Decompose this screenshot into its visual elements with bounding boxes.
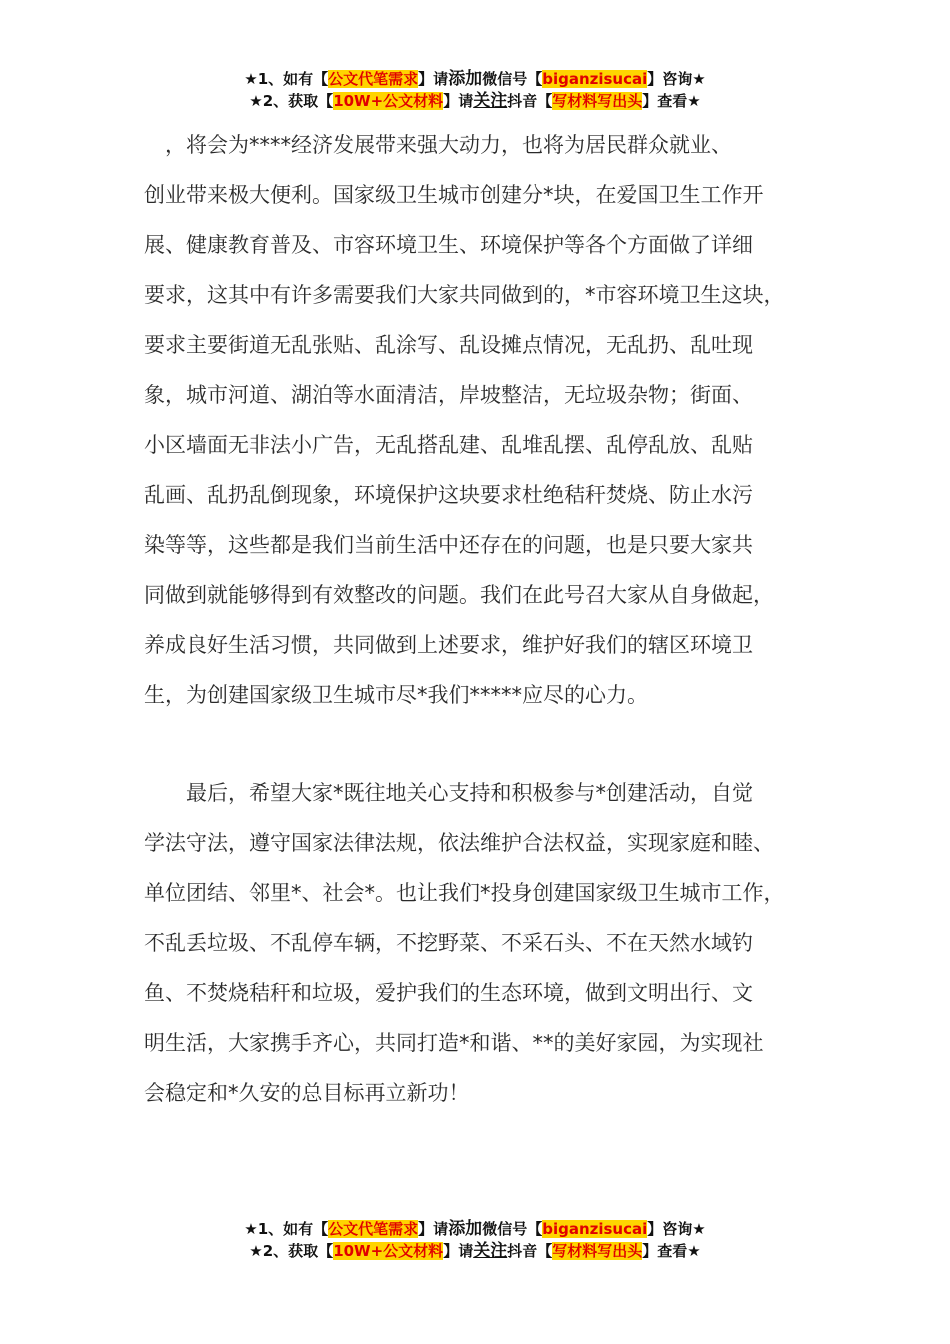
paragraph-line: 会稳定和*久安的总目标再立新功！ [144, 1081, 470, 1105]
paragraph-line: 生，为创建国家级卫生城市尽*我们*****应尽的心力。 [144, 683, 648, 707]
banner-text: 】咨询★ [647, 1220, 706, 1238]
banner-line-1 [0, 68, 950, 90]
banner-line-1 [0, 1218, 950, 1240]
footer-banner [0, 1218, 950, 1262]
paragraph-line: 要求，这其中有许多需要我们大家共同做到的，*市容环境卫生这块， [144, 283, 785, 307]
banner-text: 】请 [418, 70, 449, 88]
paragraph-line: 明生活，大家携手齐心，共同打造*和谐、**的美好家园，为实现社 [144, 1031, 764, 1055]
body-paragraph-1 [144, 120, 834, 720]
banner-highlight: 公文代笔需求 [328, 70, 419, 88]
banner-text: ★2、获取【 [249, 1242, 334, 1260]
banner-text: 抖音【 [507, 92, 553, 110]
banner-highlight: 公文代笔需求 [328, 1220, 419, 1238]
paragraph-line: 小区墙面无非法小广告，无乱搭乱建、乱堆乱摆、乱停乱放、乱贴 [144, 433, 753, 457]
paragraph-line: 创业带来极大便利。国家级卫生城市创建分*块，在爱国卫生工作开 [144, 183, 764, 207]
banner-text: 】请 [418, 1220, 449, 1238]
banner-highlight: 10W+公文材料 [333, 1242, 444, 1260]
banner-text: 】请 [443, 1242, 474, 1260]
paragraph-line: 单位团结、邻里*、社会*。也让我们*投身创建国家级卫生城市工作， [144, 881, 785, 905]
paragraph-line: ，将会为****经济发展带来强大动力，也将为居民群众就业、 [144, 133, 732, 157]
banner-emphasis: 添加 [448, 1219, 483, 1239]
paragraph-line: 同做到就能够得到有效整改的问题。我们在此号召大家从自身做起， [144, 583, 774, 607]
banner-text: 】查看★ [642, 1242, 701, 1260]
banner-text: 】咨询★ [647, 70, 706, 88]
banner-text: 微信号【 [482, 70, 543, 88]
paragraph-line: 染等等，这些都是我们当前生活中还存在的问题，也是只要大家共 [144, 533, 753, 557]
banner-emphasis: 添加 [448, 69, 483, 89]
banner-highlight-wechat-id: biganzisucai [542, 1220, 648, 1238]
paragraph-line: 象，城市河道、湖泊等水面清洁，岸坡整洁，无垃圾杂物；街面、 [144, 383, 753, 407]
paragraph-line: 要求主要街道无乱张贴、乱涂写、乱设摊点情况，无乱扔、乱吐现 [144, 333, 753, 357]
banner-text: ★2、获取【 [249, 92, 334, 110]
body-paragraph-2 [144, 768, 834, 1118]
paragraph-line: 养成良好生活习惯，共同做到上述要求，维护好我们的辖区环境卫 [144, 633, 753, 657]
paragraph-line: 不乱丢垃圾、不乱停车辆，不挖野菜、不采石头、不在天然水域钓 [144, 931, 753, 955]
banner-line-2 [0, 1240, 950, 1262]
banner-highlight: 10W+公文材料 [333, 92, 444, 110]
banner-highlight-wechat-id: biganzisucai [542, 70, 648, 88]
paragraph-line: 展、健康教育普及、市容环境卫生、环境保护等各个方面做了详细 [144, 233, 753, 257]
banner-highlight-douyin-id: 写材料写出头 [552, 1242, 643, 1260]
paragraph-line: 学法守法，遵守国家法律法规，依法维护合法权益，实现家庭和睦、 [144, 831, 774, 855]
banner-emphasis: 关注 [473, 91, 508, 111]
paragraph-line: 鱼、不焚烧秸秆和垃圾，爱护我们的生态环境，做到文明出行、文 [144, 981, 753, 1005]
banner-text: 抖音【 [507, 1242, 553, 1260]
banner-text: 微信号【 [482, 1220, 543, 1238]
banner-text: ★1、如有【 [244, 1220, 329, 1238]
header-banner [0, 68, 950, 112]
banner-emphasis: 关注 [473, 1241, 508, 1261]
banner-text: 】请 [443, 92, 474, 110]
paragraph-line: 最后，希望大家*既往地关心支持和积极参与*创建活动，自觉 [144, 781, 753, 805]
banner-highlight-douyin-id: 写材料写出头 [552, 92, 643, 110]
banner-text: ★1、如有【 [244, 70, 329, 88]
paragraph-line: 乱画、乱扔乱倒现象，环境保护这块要求杜绝秸秆焚烧、防止水污 [144, 483, 753, 507]
banner-line-2 [0, 90, 950, 112]
banner-text: 】查看★ [642, 92, 701, 110]
